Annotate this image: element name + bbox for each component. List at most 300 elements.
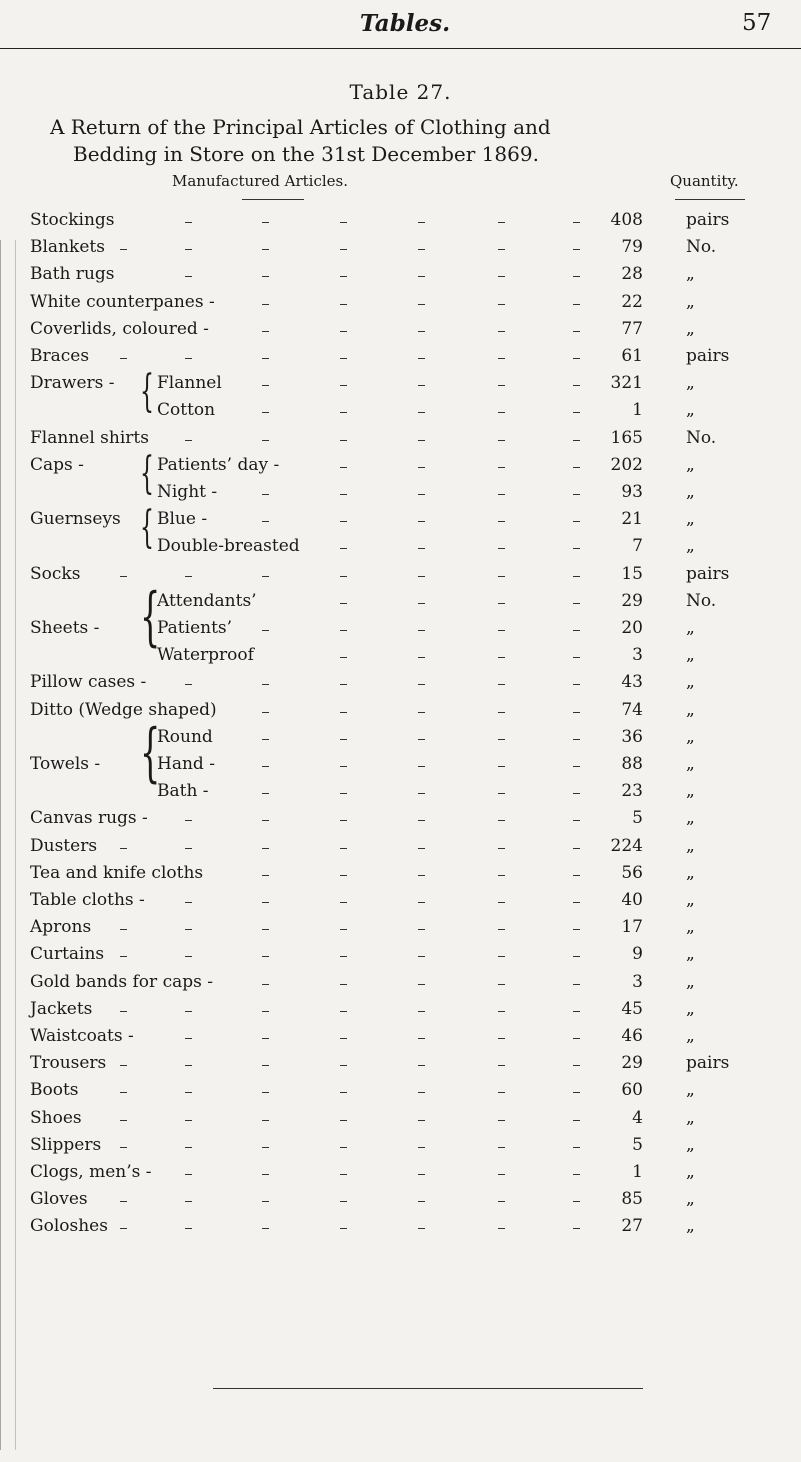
quantity-unit: „	[686, 781, 695, 802]
leader-dash	[120, 1092, 127, 1093]
leader-dash	[340, 304, 347, 305]
leader-dash	[262, 331, 269, 332]
leader-dash	[573, 848, 580, 849]
leader-dash	[185, 684, 192, 685]
leader-dash	[185, 929, 192, 930]
leader-dash	[498, 276, 505, 277]
leader-dash	[262, 956, 269, 957]
quantity-value: 17	[621, 917, 643, 938]
column-rule-articles	[242, 199, 304, 200]
leader-dashes	[0, 509, 801, 534]
quantity-unit: No.	[686, 590, 717, 611]
leader-dash	[573, 358, 580, 359]
leader-dash	[340, 657, 347, 658]
leader-dash	[340, 875, 347, 876]
quantity-unit: „	[686, 618, 695, 638]
leader-dash	[185, 440, 192, 441]
leader-dash	[418, 684, 425, 685]
leader-dash	[262, 875, 269, 876]
leader-dashes	[0, 373, 801, 398]
leader-dashes	[0, 944, 801, 969]
leader-dashes	[0, 564, 801, 589]
quantity-value: 3	[632, 971, 643, 992]
leader-dash	[262, 494, 269, 495]
leader-dash	[262, 630, 269, 631]
leader-dash	[120, 1120, 127, 1121]
leader-dash	[262, 1228, 269, 1229]
leader-dash	[418, 902, 425, 903]
quantity-unit: „	[686, 944, 695, 965]
article-label: Table cloths -	[30, 890, 145, 910]
quantity-value: 3	[632, 645, 643, 666]
leader-dash	[498, 712, 505, 713]
leader-dash	[418, 467, 425, 468]
leader-dash	[262, 1065, 269, 1066]
table-row	[0, 836, 801, 861]
leader-dash	[498, 793, 505, 794]
quantity-unit: „	[686, 1162, 695, 1182]
table-row	[0, 319, 801, 344]
leader-dash	[340, 984, 347, 985]
leader-dash	[418, 576, 425, 577]
quantity-unit: „	[686, 1026, 695, 1046]
leader-dashes	[0, 1162, 801, 1187]
article-label: Socks	[30, 563, 81, 584]
leader-dash	[185, 1147, 192, 1148]
leader-dashes	[0, 264, 801, 289]
table-row	[0, 237, 801, 262]
leader-dash	[262, 848, 269, 849]
leader-dash	[498, 1011, 505, 1012]
article-label: Goloshes	[30, 1216, 108, 1237]
leader-dash	[120, 358, 127, 359]
leader-dash	[120, 848, 127, 849]
table-row	[0, 210, 801, 235]
group-brace: {	[140, 715, 161, 790]
table-row	[0, 1189, 801, 1214]
leader-dash	[262, 929, 269, 930]
leader-dash	[340, 956, 347, 957]
leader-dash	[498, 548, 505, 549]
article-label: Caps -	[30, 454, 84, 475]
leader-dash	[340, 548, 347, 549]
quantity-unit: „	[686, 862, 695, 883]
leader-dash	[120, 576, 127, 577]
leader-dash	[418, 1147, 425, 1148]
group-brace: {	[140, 366, 154, 418]
leader-dash	[573, 1011, 580, 1012]
leader-dash	[573, 1228, 580, 1229]
leader-dash	[262, 766, 269, 767]
quantity-value: 15	[621, 563, 643, 584]
quantity-unit: No.	[686, 237, 717, 258]
leader-dash	[498, 494, 505, 495]
leader-dash	[498, 929, 505, 930]
leader-dash	[573, 684, 580, 685]
leader-dash	[418, 1228, 425, 1229]
article-label: Boots	[30, 1080, 79, 1101]
leader-dash	[262, 1120, 269, 1121]
leader-dash	[120, 1011, 127, 1012]
article-sublabel: Round	[157, 726, 213, 747]
leader-dash	[120, 1201, 127, 1202]
group-brace: {	[140, 447, 154, 499]
leader-dash	[340, 848, 347, 849]
leader-dash	[418, 494, 425, 495]
quantity-unit: „	[686, 509, 695, 530]
leader-dashes	[0, 618, 801, 643]
table-row	[0, 346, 801, 371]
leader-dashes	[0, 346, 801, 371]
leader-dash	[573, 1038, 580, 1039]
leader-dash	[340, 1011, 347, 1012]
article-label: Canvas rugs -	[30, 808, 148, 829]
leader-dash	[185, 1201, 192, 1202]
leader-dash	[573, 1065, 580, 1066]
leader-dash	[262, 902, 269, 903]
quantity-unit: „	[686, 808, 695, 829]
table-row	[0, 890, 801, 915]
table-title: Table 27.	[349, 80, 452, 104]
table-row	[0, 1053, 801, 1078]
article-label: Pillow cases -	[30, 672, 147, 693]
quantity-value: 79	[621, 237, 643, 258]
table-row	[0, 999, 801, 1024]
quantity-value: 1	[632, 400, 643, 421]
leader-dashes	[0, 210, 801, 235]
leader-dash	[418, 412, 425, 413]
table-row	[0, 1162, 801, 1187]
quantity-value: 22	[621, 291, 643, 312]
article-label: Clogs, men’s -	[30, 1162, 152, 1182]
leader-dashes	[0, 237, 801, 262]
leader-dashes	[0, 482, 801, 507]
leader-dash	[418, 276, 425, 277]
quantity-value: 56	[621, 862, 643, 883]
quantity-value: 321	[610, 373, 643, 394]
article-label: White counterpanes -	[30, 291, 215, 312]
article-sublabel: Flannel	[157, 373, 222, 394]
column-rule-quantity	[675, 199, 745, 200]
leader-dashes	[0, 536, 801, 561]
leader-dash	[498, 1120, 505, 1121]
article-sublabel: Bath -	[157, 781, 209, 802]
column-header-articles: Manufactured Articles.	[172, 172, 348, 190]
leader-dash	[340, 385, 347, 386]
article-label: Bath rugs	[30, 264, 115, 285]
leader-dash	[498, 222, 505, 223]
quantity-unit: „	[686, 998, 695, 1019]
table-row	[0, 1135, 801, 1160]
leader-dash	[498, 1228, 505, 1229]
leader-dash	[340, 902, 347, 903]
leader-dash	[573, 548, 580, 549]
leader-dash	[262, 984, 269, 985]
table-row	[0, 700, 801, 725]
article-label: Sheets -	[30, 618, 100, 638]
leader-dash	[185, 358, 192, 359]
article-sublabel: Cotton	[157, 400, 216, 421]
leader-dash	[418, 1092, 425, 1093]
leader-dash	[498, 684, 505, 685]
article-label: Shoes	[30, 1107, 82, 1128]
leader-dash	[340, 521, 347, 522]
leader-dash	[185, 576, 192, 577]
leader-dashes	[0, 727, 801, 752]
leader-dash	[573, 739, 580, 740]
leader-dash	[498, 1092, 505, 1093]
quantity-unit: „	[686, 1189, 695, 1210]
article-label: Guernseys	[30, 509, 121, 530]
leader-dash	[573, 603, 580, 604]
leader-dash	[340, 331, 347, 332]
column-header-quantity: Quantity.	[670, 172, 739, 190]
quantity-unit: „	[686, 1216, 695, 1237]
leader-dash	[185, 848, 192, 849]
quantity-value: 4	[632, 1107, 643, 1128]
table-row	[0, 754, 801, 779]
quantity-unit: „	[686, 754, 695, 774]
caption-line-1: A Return of the Principal Articles of Clothing and	[50, 115, 551, 139]
leader-dash	[498, 902, 505, 903]
quantity-value: 5	[632, 808, 643, 829]
quantity-value: 21	[621, 509, 643, 530]
table-row	[0, 808, 801, 833]
table-row	[0, 917, 801, 942]
leader-dash	[262, 358, 269, 359]
article-label: Coverlids, coloured -	[30, 318, 209, 339]
leader-dash	[573, 630, 580, 631]
leader-dash	[498, 358, 505, 359]
table-row	[0, 264, 801, 289]
quantity-unit: „	[686, 726, 695, 747]
quantity-value: 1	[632, 1162, 643, 1182]
leader-dash	[185, 1038, 192, 1039]
leader-dash	[120, 929, 127, 930]
article-label: Jackets	[30, 998, 93, 1019]
group-brace: {	[140, 502, 154, 554]
leader-dashes	[0, 836, 801, 861]
leader-dash	[573, 929, 580, 930]
leader-dashes	[0, 1080, 801, 1105]
leader-dashes	[0, 999, 801, 1024]
leader-dash	[185, 956, 192, 957]
quantity-unit: „	[686, 917, 695, 938]
quantity-unit: „	[686, 699, 695, 720]
leader-dash	[340, 630, 347, 631]
leader-dash	[418, 1201, 425, 1202]
quantity-value: 46	[621, 1026, 643, 1046]
leader-dash	[498, 467, 505, 468]
leader-dash	[418, 548, 425, 549]
quantity-unit: pairs	[686, 210, 730, 230]
leader-dash	[340, 1147, 347, 1148]
table-row	[0, 1026, 801, 1051]
quantity-value: 61	[621, 346, 643, 366]
leader-dash	[573, 249, 580, 250]
table-row	[0, 564, 801, 589]
article-sublabel: Attendants’	[157, 590, 257, 611]
leader-dashes	[0, 400, 801, 425]
leader-dash	[185, 276, 192, 277]
article-label: Trousers	[30, 1053, 107, 1074]
leader-dash	[498, 848, 505, 849]
article-label: Gold bands for caps -	[30, 971, 213, 992]
leader-dash	[418, 440, 425, 441]
article-label: Flannel shirts	[30, 427, 149, 448]
quantity-value: 88	[621, 754, 643, 774]
quantity-unit: pairs	[686, 346, 730, 366]
leader-dash	[418, 1174, 425, 1175]
leader-dash	[185, 1011, 192, 1012]
quantity-unit: „	[686, 1107, 695, 1128]
table-row	[0, 428, 801, 453]
leader-dashes	[0, 890, 801, 915]
quantity-value: 28	[621, 264, 643, 285]
quantity-unit: „	[686, 264, 695, 285]
article-label: Towels -	[30, 754, 101, 774]
leader-dash	[498, 1038, 505, 1039]
quantity-unit: „	[686, 835, 695, 856]
quantity-value: 85	[621, 1189, 643, 1210]
table-row	[0, 509, 801, 534]
article-label: Aprons	[30, 917, 92, 938]
leader-dashes	[0, 1053, 801, 1078]
quantity-value: 40	[621, 890, 643, 910]
table-row	[0, 727, 801, 752]
article-label: Slippers	[30, 1134, 102, 1155]
leader-dash	[498, 1065, 505, 1066]
table-row	[0, 292, 801, 317]
table-row	[0, 373, 801, 398]
quantity-value: 29	[621, 1053, 643, 1074]
leader-dash	[340, 1201, 347, 1202]
leader-dash	[498, 440, 505, 441]
leader-dashes	[0, 319, 801, 344]
leader-dash	[573, 984, 580, 985]
leader-dash	[573, 712, 580, 713]
article-label: Braces	[30, 346, 90, 366]
leader-dash	[340, 739, 347, 740]
header-rule	[0, 48, 801, 49]
leader-dash	[340, 494, 347, 495]
leader-dash	[340, 249, 347, 250]
leader-dashes	[0, 808, 801, 833]
leader-dash	[340, 1174, 347, 1175]
leader-dashes	[0, 1108, 801, 1133]
leader-dash	[340, 1228, 347, 1229]
leader-dash	[573, 521, 580, 522]
leader-dash	[498, 630, 505, 631]
leader-dash	[573, 875, 580, 876]
table-row	[0, 972, 801, 997]
leader-dash	[418, 984, 425, 985]
quantity-value: 202	[610, 454, 643, 475]
table-row	[0, 591, 801, 616]
leader-dash	[573, 576, 580, 577]
quantity-unit: „	[686, 890, 695, 910]
quantity-unit: „	[686, 400, 695, 421]
leader-dash	[340, 929, 347, 930]
quantity-unit: „	[686, 1080, 695, 1101]
leader-dash	[418, 603, 425, 604]
quantity-value: 43	[621, 672, 643, 693]
leader-dash	[573, 222, 580, 223]
article-label: Ditto (Wedge shaped)	[30, 699, 217, 720]
quantity-unit: „	[686, 318, 695, 339]
leader-dash	[573, 412, 580, 413]
leader-dashes	[0, 591, 801, 616]
quantity-value: 36	[621, 726, 643, 747]
leader-dash	[498, 603, 505, 604]
leader-dash	[262, 1092, 269, 1093]
table-row	[0, 455, 801, 480]
leader-dash	[262, 1147, 269, 1148]
leader-dash	[262, 385, 269, 386]
quantity-value: 29	[621, 590, 643, 611]
quantity-value: 165	[610, 427, 643, 448]
leader-dash	[418, 766, 425, 767]
article-label: Blankets	[30, 237, 105, 258]
quantity-unit: „	[686, 373, 695, 394]
quantity-unit: „	[686, 454, 695, 475]
leader-dash	[262, 820, 269, 821]
leader-dash	[498, 739, 505, 740]
leader-dash	[262, 412, 269, 413]
leader-dash	[498, 1147, 505, 1148]
leader-dash	[573, 467, 580, 468]
article-label: Stockings	[30, 210, 115, 230]
quantity-unit: „	[686, 672, 695, 693]
leader-dash	[498, 657, 505, 658]
leader-dash	[262, 1174, 269, 1175]
leader-dash	[262, 712, 269, 713]
leader-dashes	[0, 292, 801, 317]
table-row	[0, 618, 801, 643]
leader-dash	[418, 712, 425, 713]
leader-dash	[340, 603, 347, 604]
leader-dashes	[0, 1026, 801, 1051]
table-row	[0, 781, 801, 806]
quantity-value: 60	[621, 1080, 643, 1101]
leader-dashes	[0, 428, 801, 453]
quantity-unit: „	[686, 1134, 695, 1155]
article-sublabel: Blue -	[157, 509, 208, 530]
leader-dash	[573, 1120, 580, 1121]
footer-rule	[213, 1388, 643, 1389]
leader-dash	[120, 249, 127, 250]
leader-dash	[185, 1092, 192, 1093]
leader-dash	[573, 331, 580, 332]
article-sublabel: Patients’	[157, 618, 233, 638]
leader-dash	[573, 820, 580, 821]
leader-dash	[573, 1174, 580, 1175]
leader-dashes	[0, 754, 801, 779]
leader-dash	[418, 848, 425, 849]
leader-dash	[573, 385, 580, 386]
leader-dash	[340, 684, 347, 685]
leader-dash	[573, 902, 580, 903]
leader-dash	[120, 1147, 127, 1148]
quantity-value: 23	[621, 781, 643, 802]
leader-dash	[418, 739, 425, 740]
table-row	[0, 672, 801, 697]
quantity-unit: „	[686, 291, 695, 312]
leader-dash	[418, 358, 425, 359]
leader-dash	[498, 1201, 505, 1202]
leader-dash	[185, 249, 192, 250]
leader-dash	[340, 766, 347, 767]
